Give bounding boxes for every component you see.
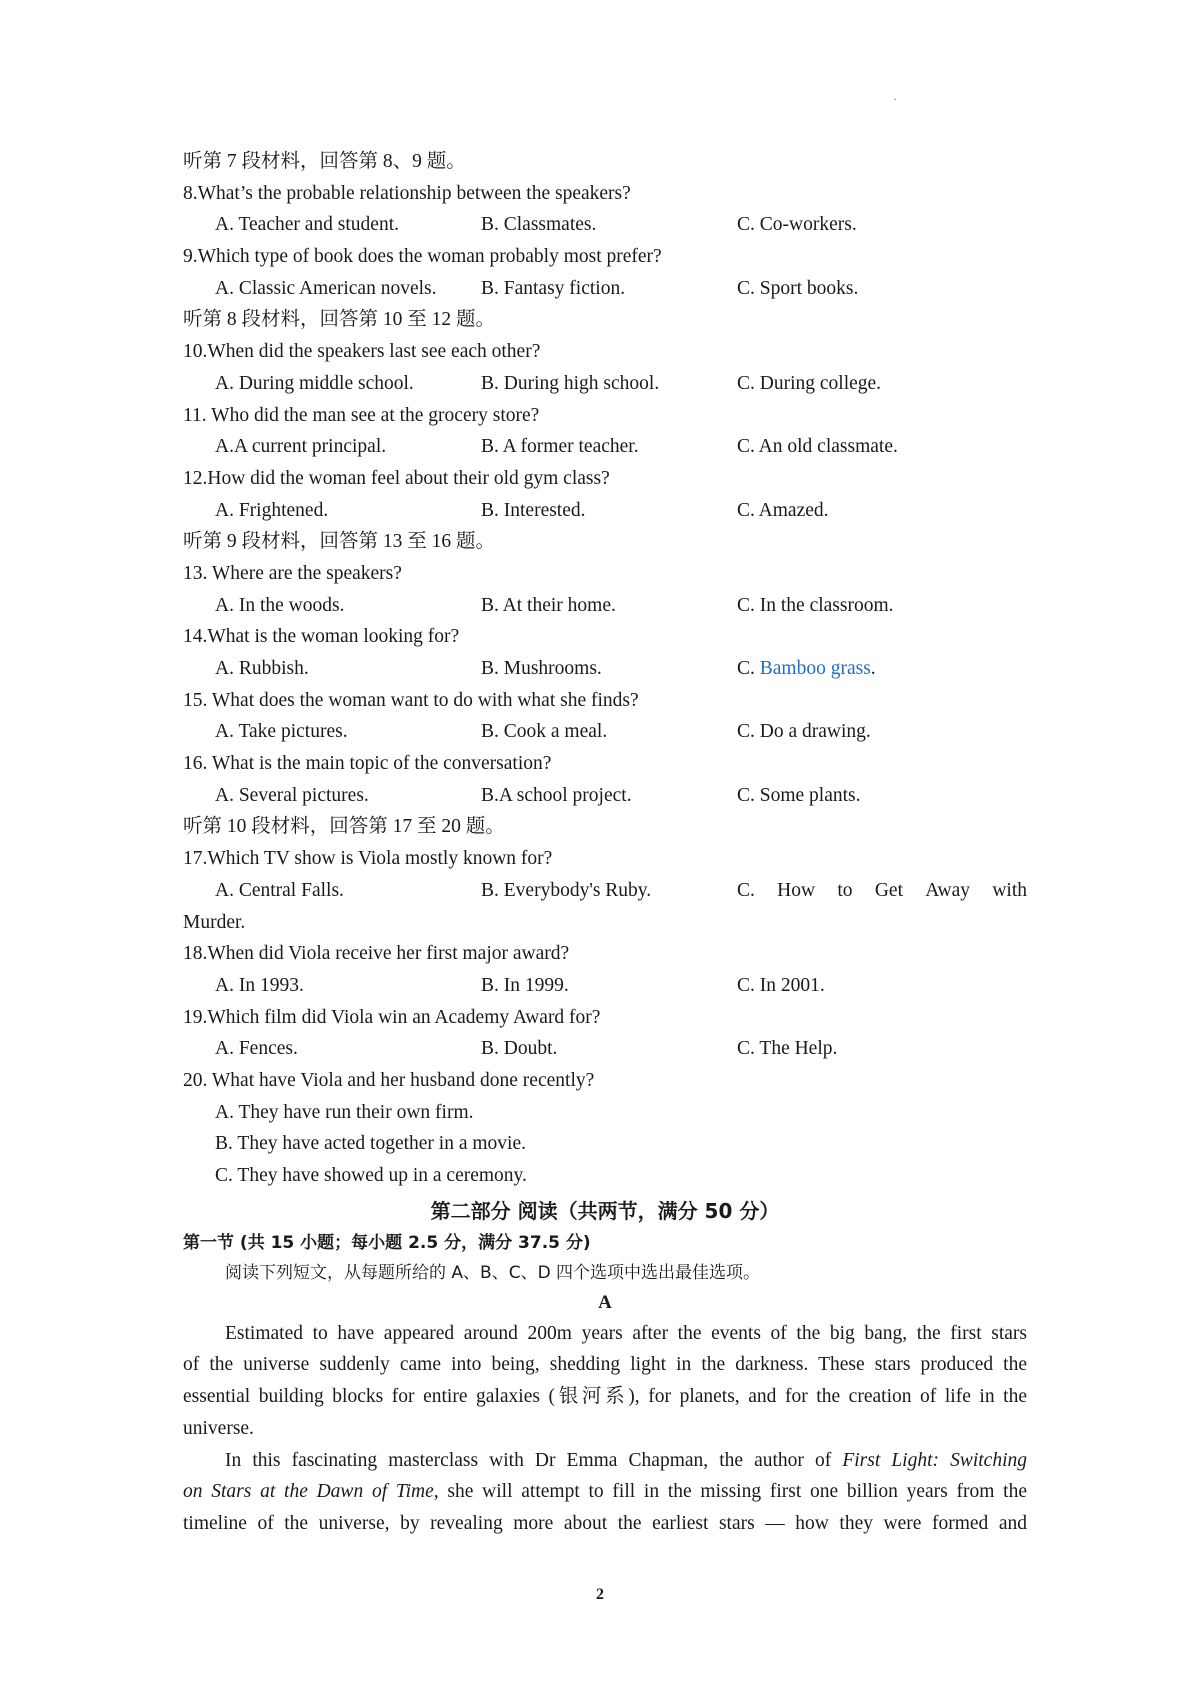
question-stem: 8.What’s the probable relationship between the speakers? (183, 182, 631, 204)
option-c (737, 653, 876, 685)
question-stem: 16. What is the main topic of the conversation? (183, 753, 552, 775)
option-a: A. Take pictures. (215, 721, 348, 743)
option-b: B. Mushrooms. (481, 658, 602, 679)
option-a: A.A current principal. (215, 436, 387, 458)
question-stem: 9.Which type of book does the woman probably most prefer? (183, 246, 662, 268)
question-stem: 12.How did the woman feel about their old gym class? (183, 467, 610, 489)
question-stem: 18.When did Viola receive her first major award? (183, 943, 570, 965)
option-a: A. In 1993. (215, 974, 304, 996)
group-heading: 听第 9 段材料，回答第 13 至 16 题。 (183, 531, 496, 553)
option-a: A. Frightened. (215, 499, 329, 521)
option-c: C. Co-workers. (737, 214, 857, 236)
option-c-continuation: Murder. (183, 911, 246, 933)
passage-text: In this fascinating masterclass with Dr Emma Chapman, the author of (225, 1449, 843, 1471)
group-heading: 听第 8 段材料，回答第 10 至 12 题。 (183, 309, 496, 331)
options-row (183, 875, 1027, 907)
option-b: B. Classmates. (481, 214, 597, 236)
option-c-prefix: C. (737, 658, 760, 679)
option-line: C. They have showed up in a ceremony. (215, 1165, 527, 1186)
option-a: A. Teacher and student. (215, 214, 400, 236)
passage-label: A (598, 1291, 612, 1313)
option-c: C. Sport books. (737, 277, 859, 299)
question-stem: 15. What does the woman want to do with what she finds? (183, 689, 639, 711)
options-row (183, 653, 1027, 685)
options-row (183, 368, 1027, 400)
option-c: C. During college. (737, 372, 882, 394)
option-b: B. A former teacher. (481, 436, 639, 458)
option-c-word: to (837, 879, 853, 901)
listening-section (183, 146, 1027, 1192)
option-c: C. Some plants. (737, 784, 861, 806)
options-row (183, 590, 1027, 622)
option-c: C. Amazed. (737, 499, 829, 521)
passage-line: of the universe suddenly came into being, shedding light in the darkness. These stars produced the (183, 1354, 1027, 1376)
passage-line: timeline of the universe, by revealing more about the earliest stars — how they were formed and (183, 1512, 1027, 1534)
passage-line (183, 1445, 1027, 1477)
question-stem: 19.Which film did Viola win an Academy Award for? (183, 1006, 601, 1028)
option-c-suffix: . (870, 658, 876, 679)
option-b: B. During high school. (481, 372, 660, 394)
option-a: A. Classic American novels. (215, 277, 437, 299)
option-b: B.A school project. (481, 784, 632, 806)
question-stem: 13. Where are the speakers? (183, 562, 402, 584)
option-c: C. In the classroom. (737, 594, 894, 616)
options-row (183, 495, 1027, 527)
passage-line: essential building blocks for entire galaxies (银河系), for planets, and for the creation of life in the (183, 1386, 1027, 1408)
option-b: B. Doubt. (481, 1038, 558, 1060)
passage-paragraph-1 (183, 1318, 1027, 1445)
options-row (183, 970, 1027, 1002)
question-stem: 17.Which TV show is Viola mostly known for? (183, 848, 553, 870)
page-number: 2 (596, 1586, 604, 1603)
option-c-word: with (992, 879, 1027, 901)
group-heading: 听第 7 段材料，回答第 8、9 题。 (183, 151, 466, 172)
option-c: C. The Help. (737, 1038, 838, 1060)
options-row (183, 273, 1027, 305)
exam-page-content (183, 146, 1027, 1540)
options-row (183, 431, 1027, 463)
option-c-link: Bamboo grass (759, 658, 871, 679)
option-a: A. Several pictures. (215, 784, 369, 806)
passage-line: Estimated to have appeared around 200m years after the events of the big bang, the first stars (225, 1322, 1027, 1344)
section1-heading: 第一节 (共 15 小题；每小题 2.5 分，满分 37.5 分) (183, 1232, 591, 1253)
option-c: C. Do a drawing. (737, 721, 871, 743)
passage-line: universe. (183, 1417, 254, 1439)
options-row (183, 209, 1027, 241)
option-a: A. Fences. (215, 1038, 298, 1060)
option-b: B. Cook a meal. (481, 721, 608, 743)
option-b: B. In 1999. (481, 974, 569, 996)
question-stem: 14.What is the woman looking for? (183, 626, 460, 648)
part2-title: 第二部分 阅读（共两节，满分 50 分） (430, 1198, 780, 1223)
option-a: A. In the woods. (215, 594, 345, 616)
question-stem: 10.When did the speakers last see each other? (183, 341, 541, 363)
book-title-part: First Light: Switching (842, 1449, 1027, 1471)
passage-text: , she will attempt to fill in the missing first one billion years from the (433, 1481, 1027, 1503)
option-c: C. An old classmate. (737, 436, 898, 458)
book-title-part: on Stars at the Dawn of Time (183, 1481, 434, 1503)
options-row (183, 716, 1027, 748)
option-c-word: Get (874, 879, 903, 901)
question-stem: 11. Who did the man see at the grocery store? (183, 404, 540, 426)
option-b: B. Fantasy fiction. (481, 277, 626, 299)
page-dot-mark: . (894, 92, 897, 103)
options-row (183, 780, 1027, 812)
option-c (737, 875, 1027, 907)
option-c-word: How (777, 879, 816, 901)
option-c-word: Away (925, 879, 971, 901)
option-b: B. At their home. (481, 594, 616, 616)
group-heading: 听第 10 段材料，回答第 17 至 20 题。 (183, 816, 505, 838)
option-b: B. Interested. (481, 499, 586, 521)
passage-paragraph-2 (183, 1445, 1027, 1540)
option-a: A. During middle school. (215, 372, 414, 394)
option-c: C. In 2001. (737, 974, 825, 996)
option-line: B. They have acted together in a movie. (215, 1133, 526, 1155)
options-row (183, 1033, 1027, 1065)
option-a: A. Central Falls. (215, 879, 344, 901)
option-a: A. Rubbish. (215, 658, 309, 679)
reading-instruction: 阅读下列短文，从每题所给的 A、B、C、D 四个选项中选出最佳选项。 (225, 1262, 761, 1283)
option-b: B. Everybody's Ruby. (481, 879, 652, 901)
question-stem: 20. What have Viola and her husband done recently? (183, 1069, 595, 1091)
option-line: A. They have run their own firm. (215, 1101, 474, 1123)
option-c-word: C. (737, 879, 755, 901)
passage-line (183, 1476, 1027, 1508)
